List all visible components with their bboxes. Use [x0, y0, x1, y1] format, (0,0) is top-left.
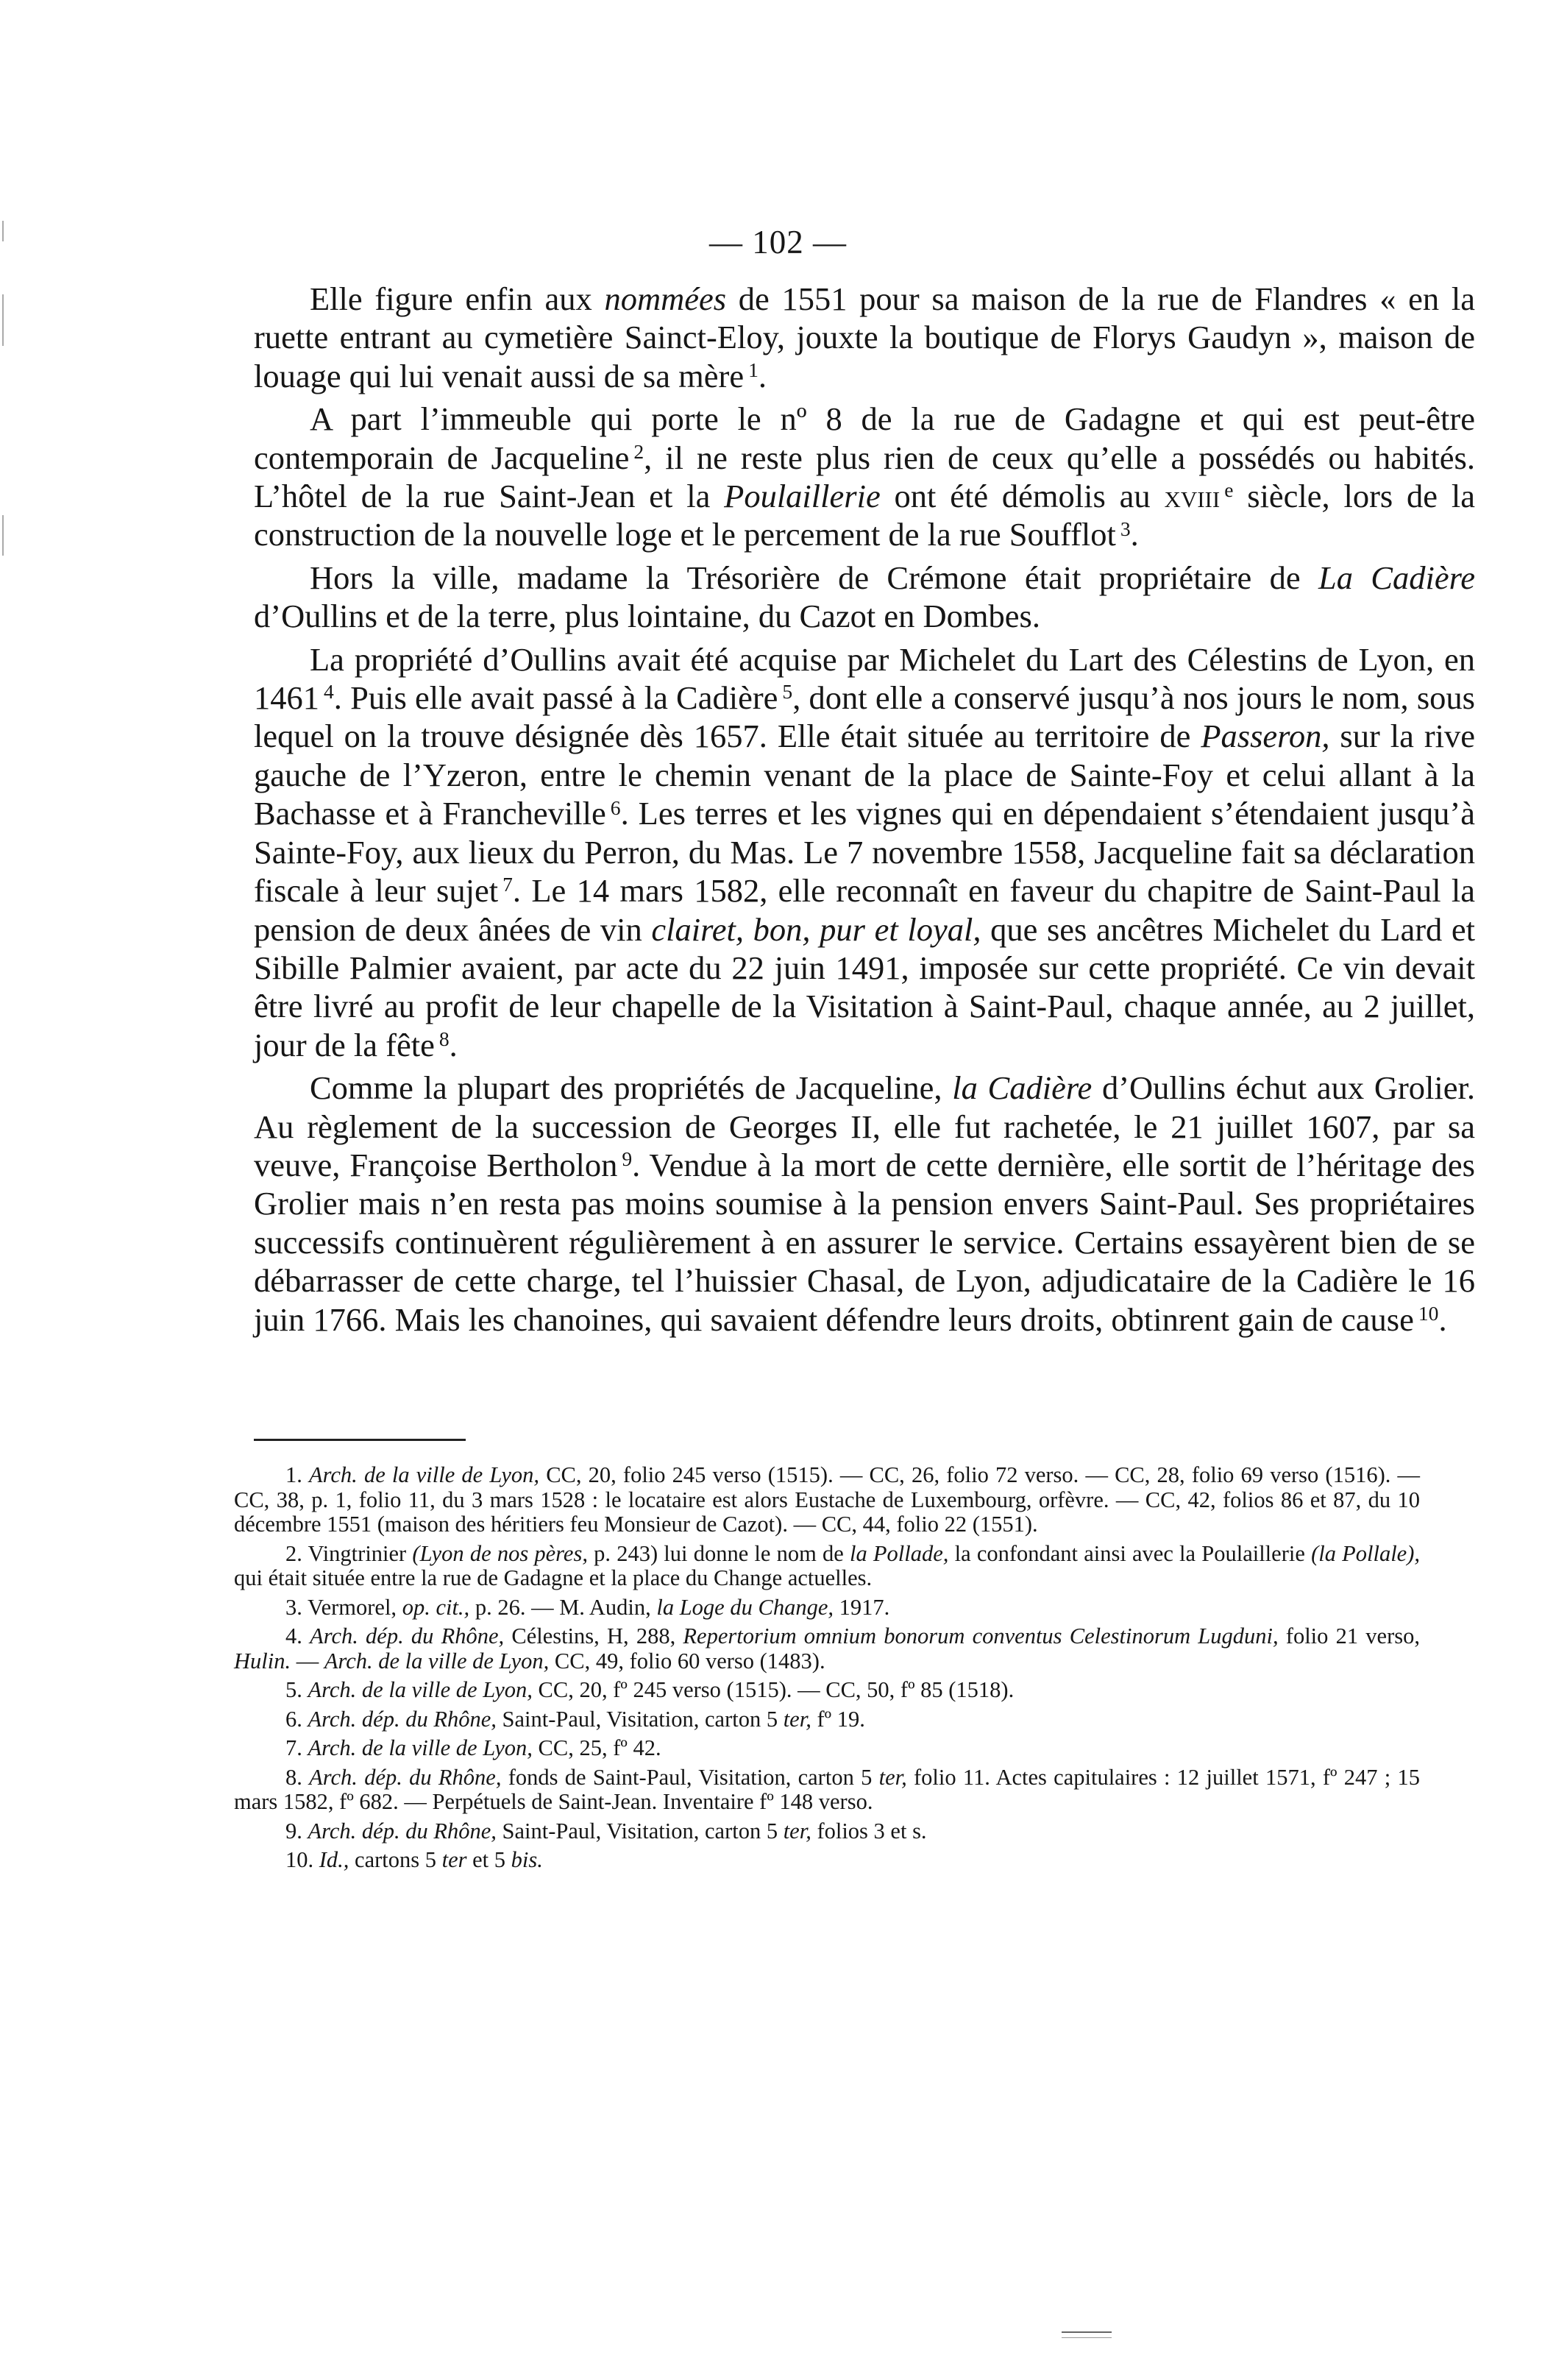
- text-run: . Le 14 mars 1582, elle reconnaît en faveur du chapitre de Saint-Paul la pension de deux ânées de vin: [254, 872, 1475, 948]
- text-run: 2. Vingtrinier: [285, 1540, 413, 1566]
- text-run: Hors la ville, madame la Trésorière de Crémone était propriétaire de: [310, 559, 1318, 596]
- paragraph: [254, 400, 1475, 554]
- text-run: et 5: [466, 1847, 511, 1872]
- note-reference: 3: [1120, 517, 1131, 540]
- text-run: Comme la plupart des propriétés de Jacqueline,: [310, 1069, 953, 1107]
- italic-text: (Lyon de nos pères,: [412, 1540, 588, 1566]
- text-run: d’Oullins et de la terre, plus lointaine, du Cazot en Dombes.: [254, 598, 1040, 635]
- text-run: 8.: [285, 1764, 310, 1790]
- note-reference: e: [1224, 478, 1234, 502]
- text-run: A part l’immeuble qui porte le nº 8 de la rue de Gadagne et qui est peut-être contemporain de Jacqueline: [254, 400, 1475, 476]
- text-run: folio 21 verso,: [1278, 1623, 1420, 1648]
- paragraph: [254, 559, 1475, 636]
- note-reference: 8: [438, 1027, 450, 1050]
- text-run: , dont elle a conservé jusqu’à nos jours le nom, sous lequel on la trouve désignée dès 1657. Elle était située au territoire de: [254, 679, 1475, 755]
- text-run: .: [758, 357, 767, 394]
- text-run: fonds de Saint-Paul, Visitation, carton 5: [501, 1764, 879, 1790]
- text-run: .: [1438, 1300, 1447, 1338]
- text-run: 4.: [285, 1623, 310, 1648]
- text-run: .: [1130, 516, 1139, 553]
- text-run: fº 19.: [811, 1706, 865, 1732]
- note-reference: 5: [782, 680, 793, 704]
- text-run: . Vendue à la mort de cette dernière, elle sortit de l’héritage des Grolier mais n’en resta pas moins soumise à la pension envers Saint-Paul. Ses propriétaires successifs continuèrent régulièrement à en assurer le service. Certains essayèrent bien de se débarrasser de cette charge, tel l’huissier Chasal, de Lyon, adjudicataire de la Cadière le 16 juin 1766. Mais les chanoines, qui savaient défendre leurs droits, obtinrent gain de cause: [254, 1146, 1475, 1338]
- text-run: cartons 5: [349, 1847, 442, 1872]
- italic-text: ter,: [783, 1818, 811, 1844]
- note-reference: 6: [610, 796, 621, 819]
- text-run: CC, 25, fº 42.: [532, 1735, 661, 1760]
- text-run: . Puis elle avait passé à la Cadière: [333, 679, 778, 717]
- italic-text: Passeron,: [1201, 718, 1330, 755]
- text-run: 1917.: [833, 1594, 890, 1620]
- text-run: . Les terres et les vignes qui en dépendaient s’étendaient jusqu’à Sainte-Foy, aux lieux du Perron, du Mas. Le 7 novembre 1558, Jacqueline fait sa déclaration fiscale à leur sujet: [254, 795, 1475, 910]
- italic-text: op. cit.,: [402, 1594, 470, 1620]
- paragraph: [254, 640, 1475, 1064]
- text-run: ont été démolis au: [880, 478, 1165, 515]
- note-reference: 1: [748, 358, 759, 382]
- italic-text: Arch. de la ville de Lyon,: [324, 1648, 550, 1674]
- footnote: [234, 1542, 1420, 1591]
- text-run: de 1551 pour sa maison de la rue de Flandres « en la ruette entrant au cymetière Sainct-Eloy, jouxte la boutique de Florys Gaudyn », maison de louage qui lui venait aussi de sa mère: [254, 280, 1475, 394]
- footnote: [234, 1736, 1420, 1761]
- footnote: [234, 1678, 1420, 1703]
- text-run: p. 26. — M. Audin,: [469, 1594, 657, 1620]
- italic-text: Arch. dép. du Rhône,: [309, 1764, 502, 1790]
- text-run: 6.: [285, 1706, 308, 1732]
- footnote: [234, 1463, 1420, 1537]
- paragraph: [254, 1069, 1475, 1339]
- text-run: qui était située entre la rue de Gadagne et la place du Change actuelles.: [234, 1565, 873, 1590]
- italic-text: Arch. dép. du Rhône,: [308, 1818, 497, 1844]
- italic-text: nommées: [604, 280, 727, 317]
- text-run: 1.: [285, 1462, 310, 1487]
- italic-text: la Loge du Change,: [656, 1594, 834, 1620]
- italic-text: Poulaillerie: [724, 478, 881, 515]
- text-run: siècle, lors de la construction de la nouvelle loge et le percement de la rue Soufflot: [254, 478, 1475, 553]
- italic-text: Id.,: [319, 1847, 349, 1872]
- text-run: 5.: [285, 1677, 308, 1702]
- text-run: CC, 20, fº 245 verso (1515). — CC, 50, fº 85 (1518).: [532, 1677, 1015, 1702]
- text-run: 9.: [285, 1818, 308, 1844]
- bottom-rule-mark: [1062, 2331, 1112, 2333]
- footnote: [234, 1848, 1420, 1873]
- note-reference: 2: [633, 439, 644, 463]
- note-reference: 7: [502, 873, 513, 896]
- text-run: CC, 20, folio 245 verso (1515). — CC, 26, folio 72 verso. — CC, 28, folio 69 verso (1516). — CC, 38, p. 1, folio 11, du 3 mars 1528 : le locataire est alors Eustache de Luxembourg, orfèvre. — CC, 42, folios 86 et 87, du 10 décembre 1551 (maison des héritiers feu Monsieur de Cazot). — CC, 44, folio 22 (1551).: [234, 1462, 1420, 1537]
- text-run: Elle figure enfin aux: [310, 280, 605, 317]
- text-run: que ses ancêtres Michelet du Lard et Sibille Palmier avaient, par acte du 22 juin 1491, imposée sur cette propriété. Ce vin devait être livré au profit de leur chapelle de la Visitation à Saint-Paul, chaque année, au 2 juillet, jour de la fête: [254, 910, 1476, 1063]
- text-run: 3. Vermorel,: [285, 1594, 402, 1620]
- footnote-separator: [254, 1439, 466, 1441]
- text-run: 10.: [285, 1847, 319, 1872]
- italic-text: Arch. dép. du Rhône,: [308, 1706, 497, 1732]
- italic-text: La Cadière: [1318, 559, 1476, 596]
- italic-text: Arch. de la ville de Lyon,: [308, 1735, 533, 1760]
- body-text: [254, 280, 1475, 1339]
- italic-text: Repertorium omnium bonorum conventus Celestinorum Lugduni,: [683, 1623, 1279, 1648]
- footnotes: [234, 1463, 1420, 1877]
- text-run: la confondant ainsi avec la Poulaillerie: [948, 1540, 1312, 1566]
- text-run: 7.: [285, 1735, 308, 1760]
- text-run: sur la rive gauche de l’Yzeron, entre le chemin venant de la place de Sainte-Foy et celui allant à la Bachasse et à Francheville: [254, 718, 1476, 832]
- italic-text: Hulin.: [234, 1648, 291, 1674]
- bottom-rule-mark-2: [1062, 2337, 1112, 2338]
- text-run: CC, 49, folio 60 verso (1483).: [549, 1648, 825, 1674]
- text-run: Saint-Paul, Visitation, carton 5: [496, 1706, 784, 1732]
- text-run: p. 243) lui donne le nom de: [587, 1540, 850, 1566]
- italic-text: la Cadière: [952, 1069, 1093, 1107]
- italic-text: ter,: [878, 1764, 907, 1790]
- note-reference: 9: [622, 1147, 633, 1171]
- italic-text: (la Pollale),: [1311, 1540, 1421, 1566]
- italic-text: la Pollade,: [850, 1540, 949, 1566]
- footnote: [234, 1707, 1420, 1732]
- scan-edge-mark-2: [2, 294, 4, 346]
- note-reference: 4: [324, 680, 334, 704]
- text-run: La propriété d’Oullins avait été acquise par Michelet du Lart des Célestins de Lyon, en 1461: [254, 640, 1475, 717]
- text-run: .: [449, 1026, 458, 1063]
- italic-text: Arch. dép. du Rhône,: [310, 1623, 505, 1648]
- italic-text: bis.: [511, 1847, 543, 1872]
- italic-text: Arch. de la ville de Lyon,: [308, 1677, 533, 1702]
- page-number: — 102 —: [709, 224, 847, 261]
- footnote: [234, 1595, 1420, 1621]
- footnote: [234, 1765, 1420, 1815]
- text-run: Célestins, H, 288,: [504, 1623, 683, 1648]
- italic-text: ter,: [783, 1706, 811, 1732]
- italic-text: clairet, bon, pur et loyal,: [651, 910, 981, 948]
- text-run: —: [291, 1648, 324, 1674]
- footnote: [234, 1624, 1420, 1674]
- paragraph: [254, 280, 1475, 395]
- text-run: Saint-Paul, Visitation, carton 5: [496, 1818, 784, 1844]
- footnote: [234, 1819, 1420, 1844]
- text-run: d’Oullins échut aux Grolier. Au règlement de la succession de Georges II, elle fut rachetée, le 21 juillet 1607, par sa veuve, Françoise Bertholon: [254, 1069, 1476, 1183]
- text-run: folio 11. Actes capitulaires : 12 juillet 1571, fº 247 ; 15 mars 1582, fº 682. — Perpétuels de Saint-Jean. Inventaire fº 148 verso.: [234, 1764, 1420, 1814]
- italic-text: ter: [441, 1847, 467, 1872]
- scan-edge-mark-3: [2, 515, 4, 556]
- italic-text: Arch. de la ville de Lyon,: [309, 1462, 540, 1487]
- note-reference: 10: [1418, 1301, 1439, 1325]
- text-run: , il ne reste plus rien de ceux qu’elle a possédés ou habités. L’hôtel de la rue Saint-Jean et la: [254, 439, 1475, 515]
- small-caps-text: xviii: [1164, 478, 1221, 515]
- text-run: folios 3 et s.: [811, 1818, 927, 1844]
